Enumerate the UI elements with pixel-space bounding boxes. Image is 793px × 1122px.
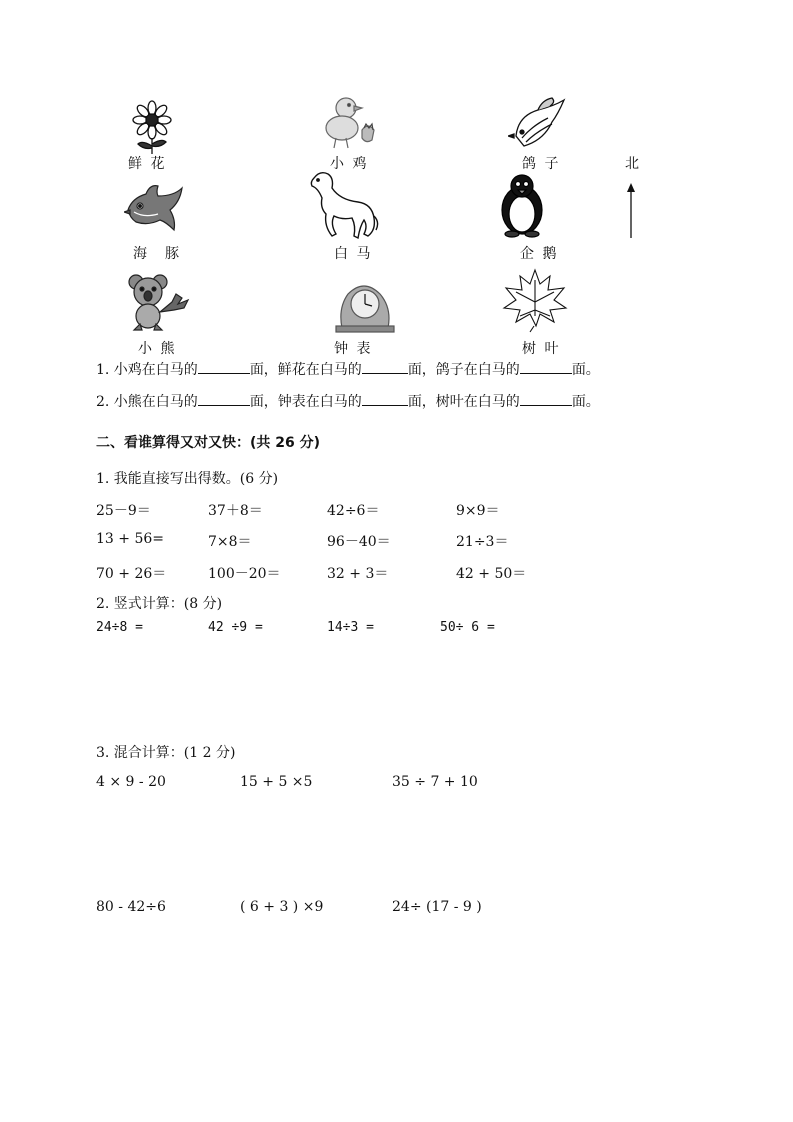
vertical-calc-item: 50÷ 6 = <box>440 620 495 635</box>
calc-item: 37＋8＝ <box>208 503 263 519</box>
calc-item: 9×9＝ <box>456 503 500 519</box>
calc-item: 42 + 50＝ <box>456 566 527 582</box>
image-label: 鲜 花 <box>128 156 167 172</box>
subsection-title: 2. 竖式计算：(8 分) <box>96 596 223 612</box>
vertical-calc-item: 42 ÷9 = <box>208 620 263 635</box>
answer-blank[interactable] <box>362 393 408 406</box>
pigeon-icon <box>508 96 570 152</box>
image-label: 小 熊 <box>138 341 177 357</box>
question-1 <box>96 359 600 379</box>
north-arrow-icon <box>624 182 638 240</box>
image-label: 钟 表 <box>334 341 373 357</box>
bear-icon <box>126 272 190 332</box>
image-label: 小 鸡 <box>330 156 369 172</box>
question-text: 2. 小熊在白马的 <box>96 394 198 410</box>
vertical-calc-item: 14÷3 = <box>327 620 374 635</box>
mixed-calc-item: 24÷ (17 - 9 ) <box>392 899 482 915</box>
calc-item: 21÷3＝ <box>456 534 509 550</box>
horse-icon <box>306 168 380 240</box>
north-label: 北 <box>625 156 639 172</box>
mixed-calc-item: 80 - 42÷6 <box>96 899 166 915</box>
answer-blank[interactable] <box>520 393 572 406</box>
image-label: 海 豚 <box>133 246 181 262</box>
answer-blank[interactable] <box>520 361 572 374</box>
subsection-title: 3. 混合计算：(1 2 分) <box>96 745 236 761</box>
image-label: 树 叶 <box>522 341 561 357</box>
mixed-calc-item: 4 × 9 - 20 <box>96 774 166 790</box>
question-text: 面，鲜花在白马的 <box>249 362 362 378</box>
image-label: 企 鹅 <box>520 246 559 262</box>
calc-item: 96－40＝ <box>327 534 391 550</box>
question-text: 面，树叶在白马的 <box>407 394 520 410</box>
clock-icon <box>334 278 396 334</box>
mixed-calc-item: 35 ÷ 7 + 10 <box>392 774 478 790</box>
question-text: 1. 小鸡在白马的 <box>96 362 198 378</box>
question-text: 面。 <box>571 362 600 378</box>
calc-item: 42÷6＝ <box>327 503 380 519</box>
calc-item: 13 + 56= <box>96 531 164 547</box>
penguin-icon <box>498 172 546 238</box>
leaf-icon <box>500 266 570 334</box>
calc-item: 100－20＝ <box>208 566 281 582</box>
vertical-calc-item: 24÷8 = <box>96 620 143 635</box>
question-text: 面。 <box>571 394 600 410</box>
image-label: 鸽 子 <box>522 156 561 172</box>
question-text: 面，钟表在白马的 <box>249 394 362 410</box>
question-text: 面，鸽子在白马的 <box>407 362 520 378</box>
answer-blank[interactable] <box>362 361 408 374</box>
flower-icon <box>124 100 180 156</box>
question-2 <box>96 391 600 411</box>
dolphin-icon <box>124 180 186 238</box>
answer-blank[interactable] <box>198 393 250 406</box>
chick-icon <box>316 92 376 152</box>
mixed-calc-item: 15 + 5 ×5 <box>240 774 313 790</box>
section-heading: 二、看谁算得又对又快：(共 26 分) <box>96 435 321 451</box>
mixed-calc-item: ( 6 + 3 ) ×9 <box>240 899 324 915</box>
calc-item: 7×8＝ <box>208 534 252 550</box>
subsection-title: 1. 我能直接写出得数。(6 分) <box>96 471 279 487</box>
image-label: 白 马 <box>334 246 373 262</box>
calc-item: 25－9＝ <box>96 503 151 519</box>
calc-item: 70 + 26＝ <box>96 566 167 582</box>
calc-item: 32 + 3＝ <box>327 566 389 582</box>
answer-blank[interactable] <box>198 361 250 374</box>
